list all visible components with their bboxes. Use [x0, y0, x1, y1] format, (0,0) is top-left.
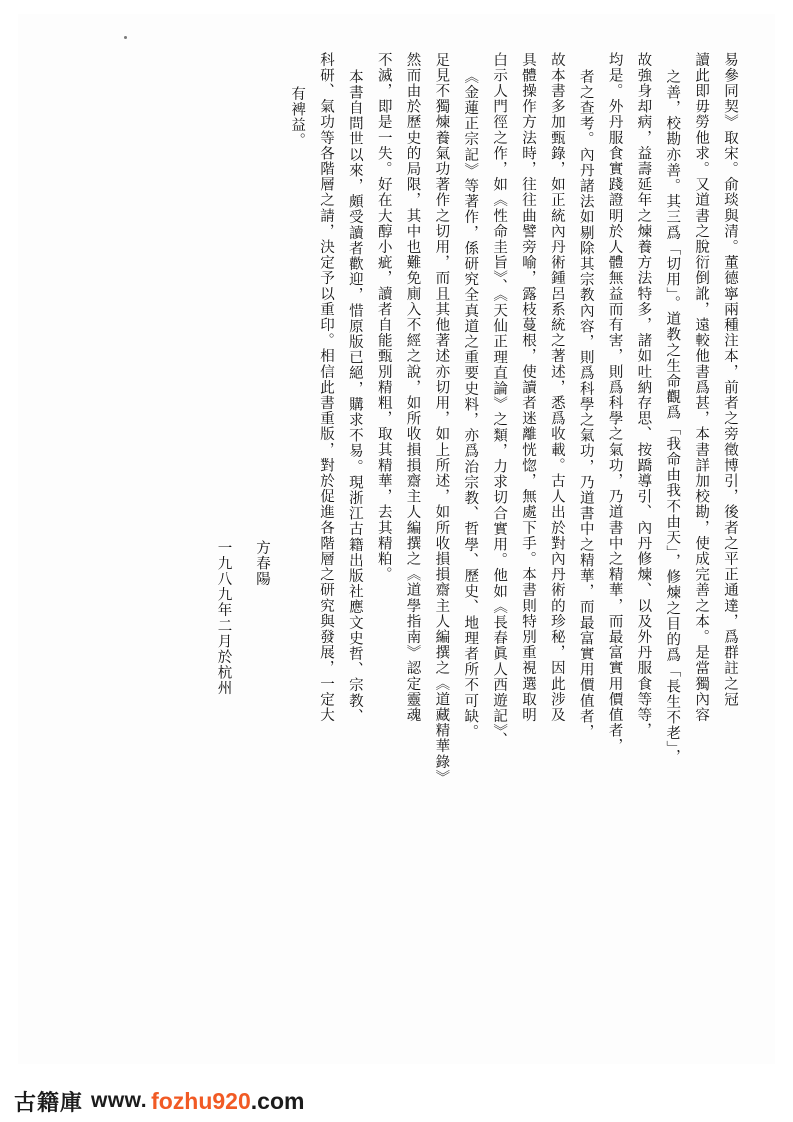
signature-author: 方春陽 [253, 540, 270, 587]
scan-artifact-dot [124, 36, 127, 39]
site-domain-text: fozhu920 [151, 1087, 251, 1114]
text-column: 《金蓮正宗記》等著作，係研究全真道之重要史料，亦爲治宗教、哲學、歷史、地理者所不可缺。 [462, 69, 479, 740]
text-column: 科研、氣功等各階層之請，決定予以重印。相信此書重版，對於促進各階層之研究與發展，一定大 [317, 52, 334, 723]
text-column: 具體操作方法時，往往曲譬旁喻，露枝蔓根，使讀者迷離恍惚，無處下手。本書則特別重視選取明 [519, 52, 536, 723]
text-column: 者之查考。內丹諸法如剔除其宗教內容，則爲科學之氣功，乃道書中之精華，而最富實用價值者， [577, 69, 594, 740]
text-column: 故強身却病，益壽延年之煉養方法特多，諸如吐納存思、按蹻導引、內丹修煉、以及外丹服食等等， [635, 52, 652, 739]
signature-date-place: 一九八九年二月於杭州 [215, 540, 232, 696]
text-column: 不滅，即是一失。好在大醇小疵，讀者自能甄別精粗，取其精華，去其精粕。 [375, 52, 392, 583]
text-column: 故本書多加甄錄，如正統內丹術鍾呂系統之著述，悉爲收載。古人出於對內丹術的珍秘，因此涉及 [548, 52, 565, 723]
text-column: 有裨益。 [289, 86, 306, 149]
text-column: 本書自問世以來，頗受讀者歡迎，惜原版已絕，購求不易。現浙江古籍出版社應文史哲、宗教、 [346, 69, 363, 725]
signature-block [196, 540, 273, 696]
vertical-text-block [279, 52, 741, 786]
text-column: 均是。外丹服食實踐證明於人體無益而有害，則爲科學之氣功，乃道書中之精華，而最富實用價值者， [606, 52, 623, 754]
site-url-prefix: www. [91, 1089, 148, 1112]
site-watermark-footer [0, 1080, 793, 1122]
text-column: 足見不獨煉養氣功著作之切用，而且其他著述亦切用，如上所述，如所收損損齋主人編撰之《道藏精華錄》 [433, 52, 450, 786]
text-column: 之善，校勘亦善。其三爲「切用」。道教之生命觀爲「我命由我不由天」，修煉之目的爲「長生不老」， [664, 69, 681, 765]
site-domain [151, 1088, 304, 1115]
text-column: 讀此即毋勞他求。又道書之脫衍倒訛，遠較他書爲甚，本書詳加校勘，使成完善之本。是當獨內容 [693, 52, 710, 723]
text-column: 然而由於歷史的局限，其中也難免廁入不經之說，如所收損損齋主人編撰之《道學指南》認定靈魂 [404, 52, 421, 723]
text-column: 白示人門徑之作，如《性命圭旨》、《天仙正理直論》之類，力求切合實用。他如《長春眞人西遊記》、 [491, 52, 508, 748]
site-name-label: 古籍庫 [14, 1089, 84, 1116]
site-domain-suffix: .com [250, 1087, 305, 1114]
text-column: 易參同契》取宋。俞琰與清。董德寧兩種注本，前者之旁徵博引，後者之平正通達，爲群註之冠 [722, 52, 738, 708]
